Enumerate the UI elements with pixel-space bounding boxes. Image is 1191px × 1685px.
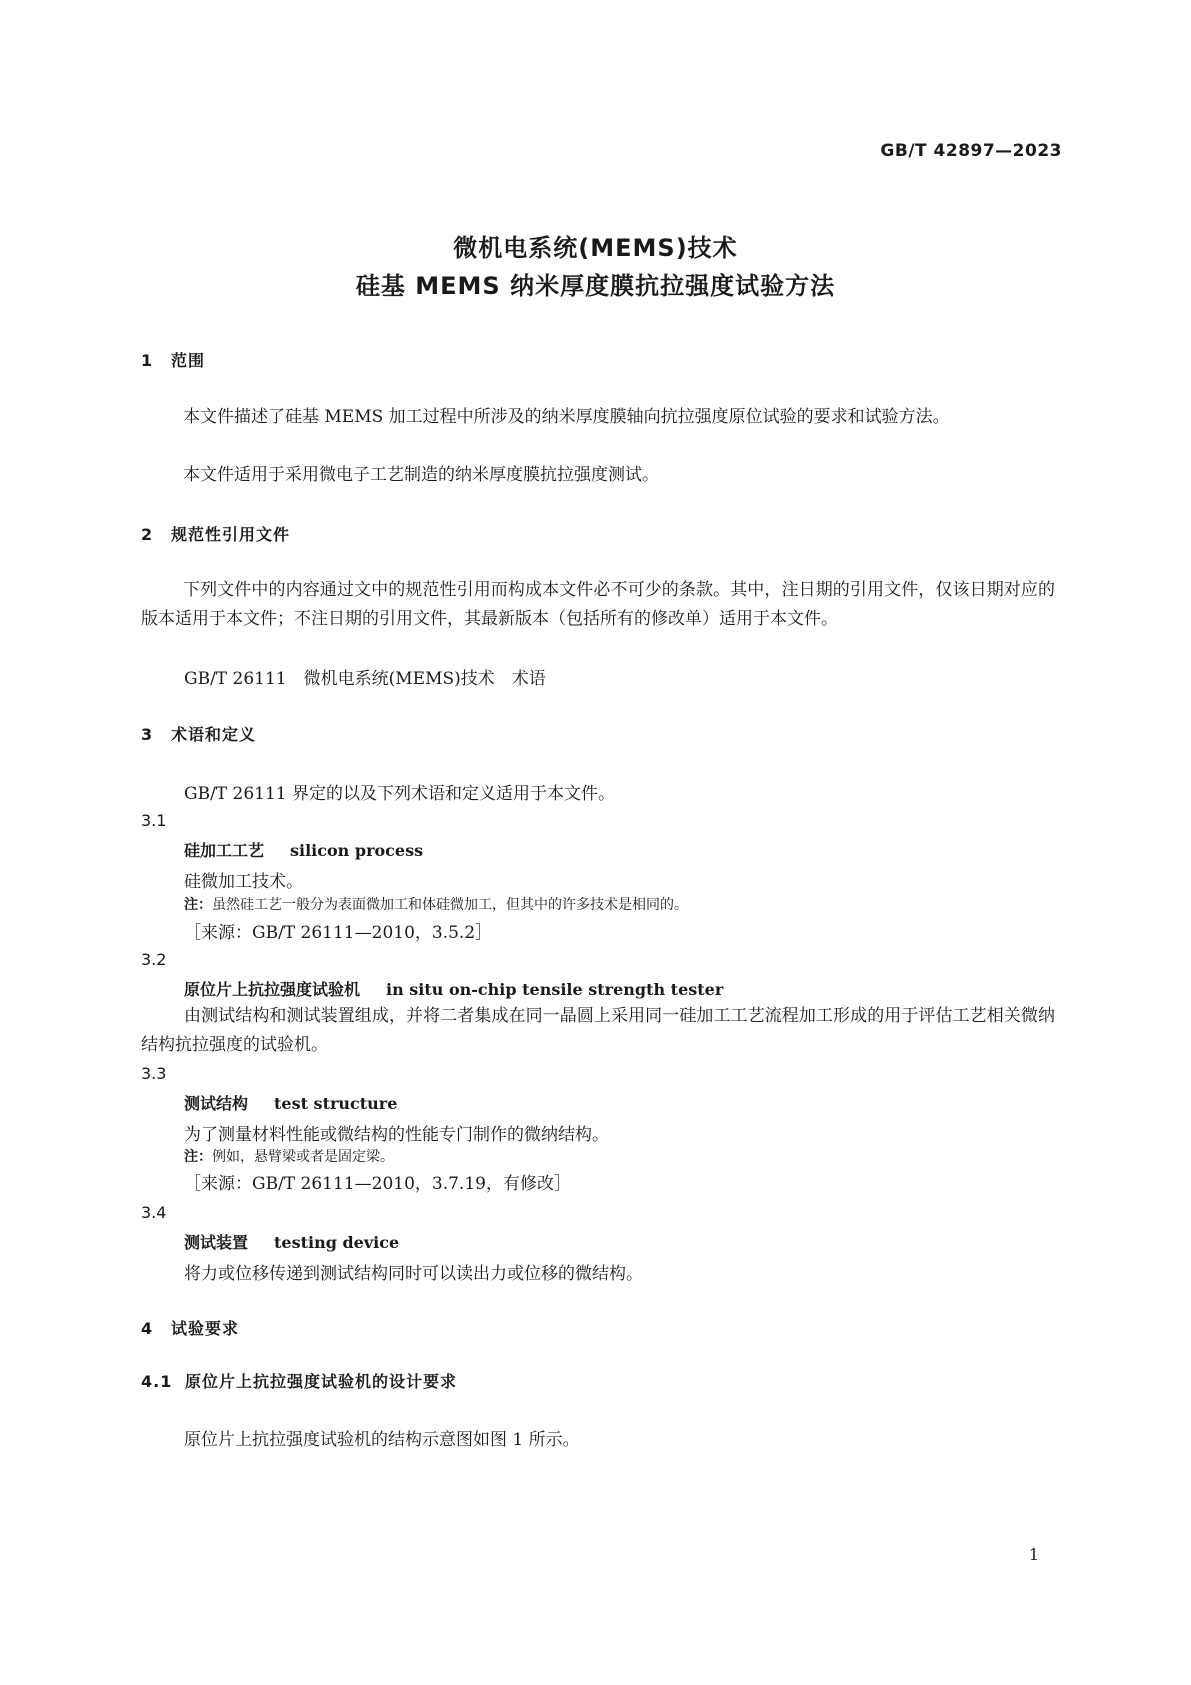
term-3-2-definition: 由测试结构和测试装置组成，并将二者集成在同一晶圆上采用同一硅加工工艺流程加工形成的用于评估工艺相关微纳结构抗拉强度的试验机。 — [141, 1006, 1055, 1055]
section-title: 规范性引用文件 — [171, 525, 291, 544]
section-number: 4.1 — [141, 1372, 173, 1391]
section-4-heading — [141, 1316, 239, 1339]
note-text: 虽然硅工艺一般分为表面微加工和体硅微加工，但其中的许多技术是相同的。 — [212, 897, 688, 913]
section-title: 术语和定义 — [171, 725, 257, 744]
term-zh: 测试装置 — [184, 1233, 249, 1252]
section-title: 原位片上抗拉强度试验机的设计要求 — [185, 1372, 458, 1391]
term-3-2 — [184, 977, 723, 1000]
terms-intro: GB/T 26111 界定的以及下列术语和定义适用于本文件。 — [184, 784, 616, 804]
normative-references-paragraph: 下列文件中的内容通过文中的规范性引用而构成本文件必不可少的条款。其中，注日期的引用文件，仅该日期对应的版本适用于本文件；不注日期的引用文件，其最新版本（包括所有的修改单）适用于本文件。 — [141, 580, 1055, 629]
term-en: in situ on-chip tensile strength tester — [386, 980, 724, 999]
standard-number: GB/T 42897—2023 — [880, 141, 1062, 161]
term-en: testing device — [274, 1233, 400, 1252]
section-number: 2 — [141, 525, 154, 544]
term-3-1-source: ［来源：GB/T 26111—2010，3.5.2］ — [184, 923, 493, 943]
term-zh: 原位片上抗拉强度试验机 — [184, 980, 361, 999]
term-zh: 测试结构 — [184, 1094, 249, 1113]
section-2-heading — [141, 522, 290, 545]
section-number: 1 — [141, 351, 154, 370]
term-3-1 — [184, 838, 423, 861]
section-3-heading — [141, 722, 256, 745]
section-4-1-paragraph: 原位片上抗拉强度试验机的结构示意图如图 1 所示。 — [184, 1430, 580, 1450]
section-title: 试验要求 — [171, 1319, 240, 1338]
scope-paragraph-1: 本文件描述了硅基 MEMS 加工过程中所涉及的纳米厚度膜轴向抗拉强度原位试验的要求和试验方法。 — [183, 407, 950, 427]
title-line-1: 微机电系统(MEMS)技术 — [453, 234, 738, 262]
term-3-4 — [184, 1230, 399, 1253]
term-3-3 — [184, 1091, 397, 1114]
clause-3-1-number: 3.1 — [141, 811, 167, 830]
page-number: 1 — [1028, 1545, 1039, 1564]
term-3-3-note — [184, 1146, 394, 1166]
term-3-3-source: ［来源：GB/T 26111—2010，3.7.19，有修改］ — [184, 1174, 571, 1194]
note-tag: 注： — [184, 897, 212, 913]
term-en: test structure — [274, 1094, 398, 1113]
note-text: 例如，悬臂梁或者是固定梁。 — [212, 1149, 394, 1165]
section-number: 3 — [141, 725, 154, 744]
term-3-1-definition: 硅微加工技术。 — [184, 872, 303, 892]
term-3-1-note — [184, 894, 688, 914]
clause-3-2-number: 3.2 — [141, 950, 167, 969]
term-3-4-definition: 将力或位移传递到测试结构同时可以读出力或位移的微结构。 — [184, 1264, 643, 1284]
title-line-2: 硅基 MEMS 纳米厚度膜抗拉强度试验方法 — [355, 272, 836, 300]
term-3-3-definition: 为了测量材料性能或微结构的性能专门制作的微纳结构。 — [184, 1125, 609, 1145]
section-number: 4 — [141, 1319, 154, 1338]
section-4-1-heading — [141, 1369, 457, 1392]
clause-3-3-number: 3.3 — [141, 1064, 167, 1083]
term-zh: 硅加工工艺 — [184, 841, 265, 860]
reference-gbt-26111: GB/T 26111 微机电系统(MEMS)技术 术语 — [184, 669, 546, 689]
clause-3-4-number: 3.4 — [141, 1203, 167, 1222]
section-title: 范围 — [171, 351, 206, 370]
section-1-heading — [141, 348, 205, 371]
note-tag: 注： — [184, 1149, 212, 1165]
term-en: silicon process — [290, 841, 424, 860]
scope-paragraph-2: 本文件适用于采用微电子工艺制造的纳米厚度膜抗拉强度测试。 — [183, 465, 659, 485]
